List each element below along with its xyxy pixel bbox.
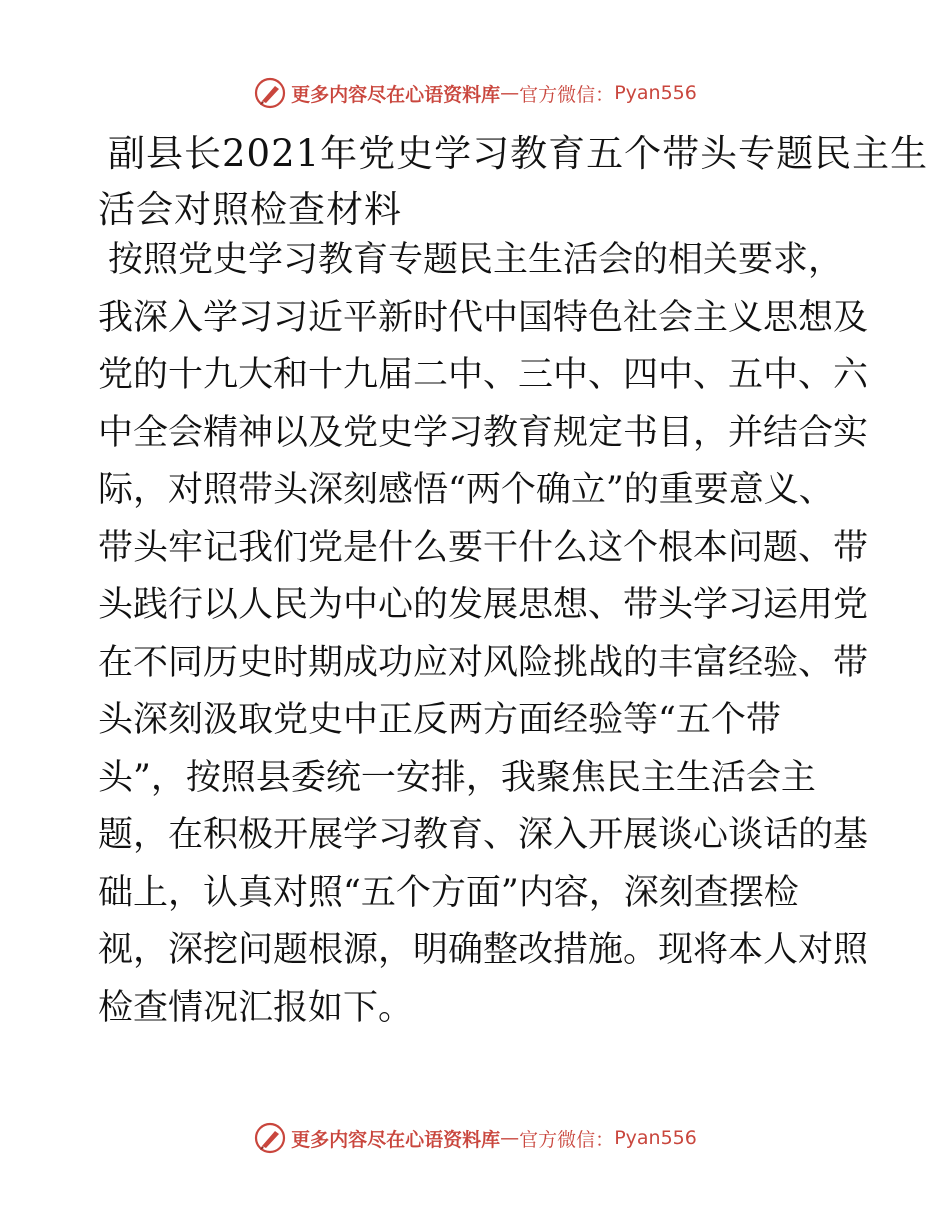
body-line: 检查情况汇报如下。	[98, 987, 414, 1028]
pen-logo-icon	[253, 76, 287, 110]
body-line: 际，对照带头深刻感悟“两个确立”的重要意义、	[98, 470, 834, 510]
pen-logo-icon	[253, 1121, 287, 1155]
body-line: 头深刻汲取党史中正反两方面经验等“五个带	[98, 700, 781, 740]
watermark-label: 官方微信：	[519, 83, 615, 106]
watermark-brand: 更多内容尽在心语资料库	[291, 1128, 501, 1151]
body-line: 党的十九大和十九届二中、三中、四中、五中、六	[98, 355, 869, 395]
body-line: 中全会精神以及党史学习教育规定书目，并结合实	[98, 412, 869, 453]
body-line: 带头牢记我们党是什么要干什么这个根本问题、带	[98, 527, 869, 568]
title-line: 副县长2021年党史学习教育五个带头专题民主生	[108, 132, 929, 175]
watermark-separator: —	[500, 1127, 520, 1149]
title-line: 活会对照检查材料	[98, 188, 402, 231]
watermark-separator: —	[500, 82, 520, 104]
body-paragraph	[98, 232, 869, 1037]
body-line: 头”，按照县委统一安排，我聚焦民主生活会主	[98, 757, 816, 798]
body-line: 头践行以人民为中心的发展思想、带头学习运用党	[98, 585, 869, 625]
document-title	[98, 126, 929, 238]
body-line: 视，深挖问题根源，明确整改措施。现将本人对照	[98, 930, 869, 970]
watermark-wechat-id: Pyan556	[614, 82, 697, 104]
body-line: 在不同历史时期成功应对风险挑战的丰富经验、带	[98, 642, 869, 683]
header-watermark	[0, 73, 950, 113]
watermark-wechat-id: Pyan556	[614, 1127, 697, 1149]
footer-watermark	[0, 1118, 950, 1158]
watermark-brand: 更多内容尽在心语资料库	[291, 83, 501, 106]
watermark-label: 官方微信：	[519, 1128, 615, 1151]
body-line: 题，在积极开展学习教育、深入开展谈心谈话的基	[98, 815, 869, 855]
body-line: 我深入学习习近平新时代中国特色社会主义思想及	[98, 297, 869, 338]
body-line: 按照党史学习教育专题民主生活会的相关要求，	[108, 240, 844, 280]
body-line: 础上，认真对照“五个方面”内容，深刻查摆检	[98, 872, 799, 913]
